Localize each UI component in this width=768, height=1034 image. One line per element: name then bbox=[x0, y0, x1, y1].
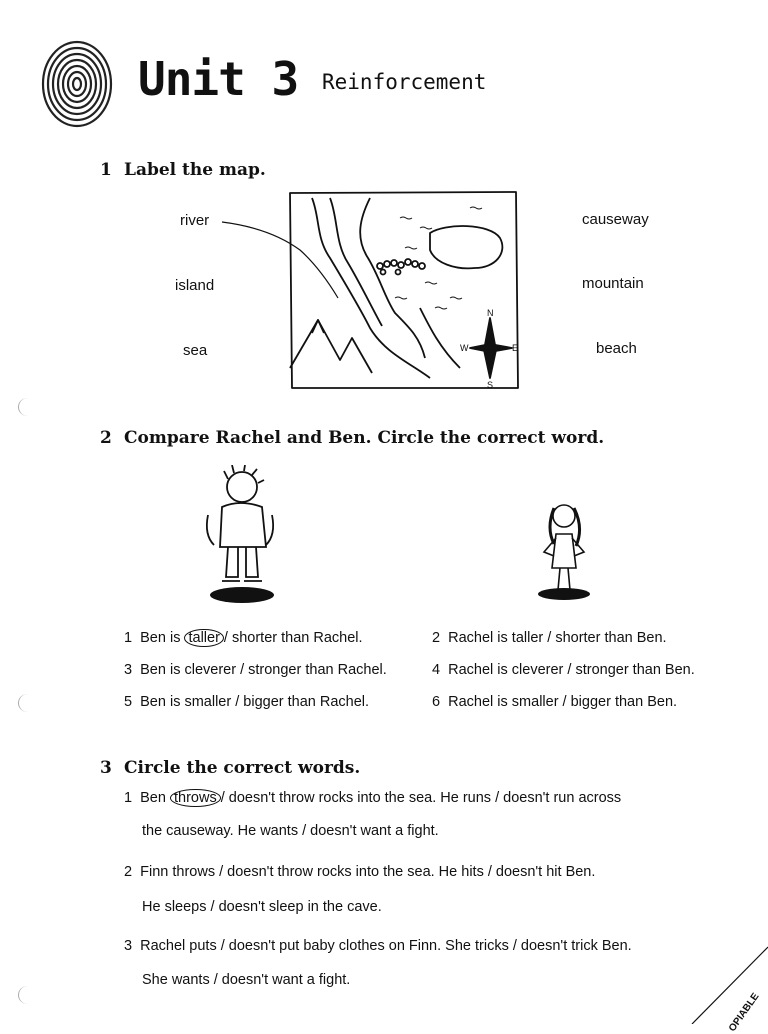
compare-item-4: 4 Rachel is cleverer / stronger than Ben. bbox=[432, 662, 695, 678]
map-label-causeway: causeway bbox=[582, 211, 649, 228]
compare-item-3: 3 Ben is cleverer / stronger than Rachel. bbox=[124, 662, 387, 678]
circle-item-3-line-2: She wants / doesn't want a fight. bbox=[142, 972, 351, 988]
section-2-heading: 2 Compare Rachel and Ben. Circle the correct word. bbox=[100, 428, 605, 448]
compare-item-1: 1 Ben is taller / shorter than Rachel. bbox=[124, 630, 363, 646]
corner-stamp-line bbox=[690, 945, 768, 1024]
page-title: Unit 3 bbox=[138, 52, 299, 106]
circle-item-1-line-2: the causeway. He wants / doesn't want a fight. bbox=[142, 823, 439, 839]
circled-answer: throws bbox=[170, 789, 221, 807]
compass-east: E bbox=[512, 343, 519, 353]
compass-south: S bbox=[487, 380, 494, 390]
section-1-heading: 1 Label the map. bbox=[100, 160, 266, 180]
circle-item-2-line-1: 2 Finn throws / doesn't throw rocks into the sea. He hits / doesn't hit Ben. bbox=[124, 864, 596, 880]
map-label-mountain: mountain bbox=[582, 275, 644, 292]
binder-hole bbox=[18, 694, 37, 712]
compass-north: N bbox=[487, 308, 494, 318]
circle-item-2-line-2: He sleeps / doesn't sleep in the cave. bbox=[142, 899, 382, 915]
compare-item-6: 6 Rachel is smaller / bigger than Ben. bbox=[432, 694, 678, 710]
photocopiable-stamp: OPIABLE bbox=[726, 991, 762, 1034]
rachel-illustration bbox=[532, 498, 592, 604]
binder-hole bbox=[18, 398, 37, 416]
circle-item-1-line-1: 1 Ben throws / doesn't throw rocks into the sea. He runs / doesn't run across bbox=[124, 790, 622, 806]
binder-hole bbox=[18, 986, 37, 1004]
circle-item-3-line-1: 3 Rachel puts / doesn't put baby clothes on Finn. She tricks / doesn't trick Ben. bbox=[124, 938, 632, 954]
ben-giant-illustration bbox=[200, 465, 280, 607]
compare-item-2: 2 Rachel is taller / shorter than Ben. bbox=[432, 630, 667, 646]
map-label-sea: sea bbox=[183, 342, 208, 359]
fingerprint-icon bbox=[38, 38, 116, 130]
compass-west: W bbox=[460, 343, 469, 353]
map-label-island: island bbox=[175, 277, 215, 294]
treasure-map bbox=[220, 188, 525, 393]
map-label-beach: beach bbox=[596, 340, 637, 357]
compare-item-5: 5 Ben is smaller / bigger than Rachel. bbox=[124, 694, 370, 710]
circled-answer: taller bbox=[184, 629, 223, 647]
page-subtitle: Reinforcement bbox=[322, 70, 487, 94]
map-label-river: river bbox=[180, 212, 210, 229]
section-3-heading: 3 Circle the correct words. bbox=[100, 758, 361, 778]
